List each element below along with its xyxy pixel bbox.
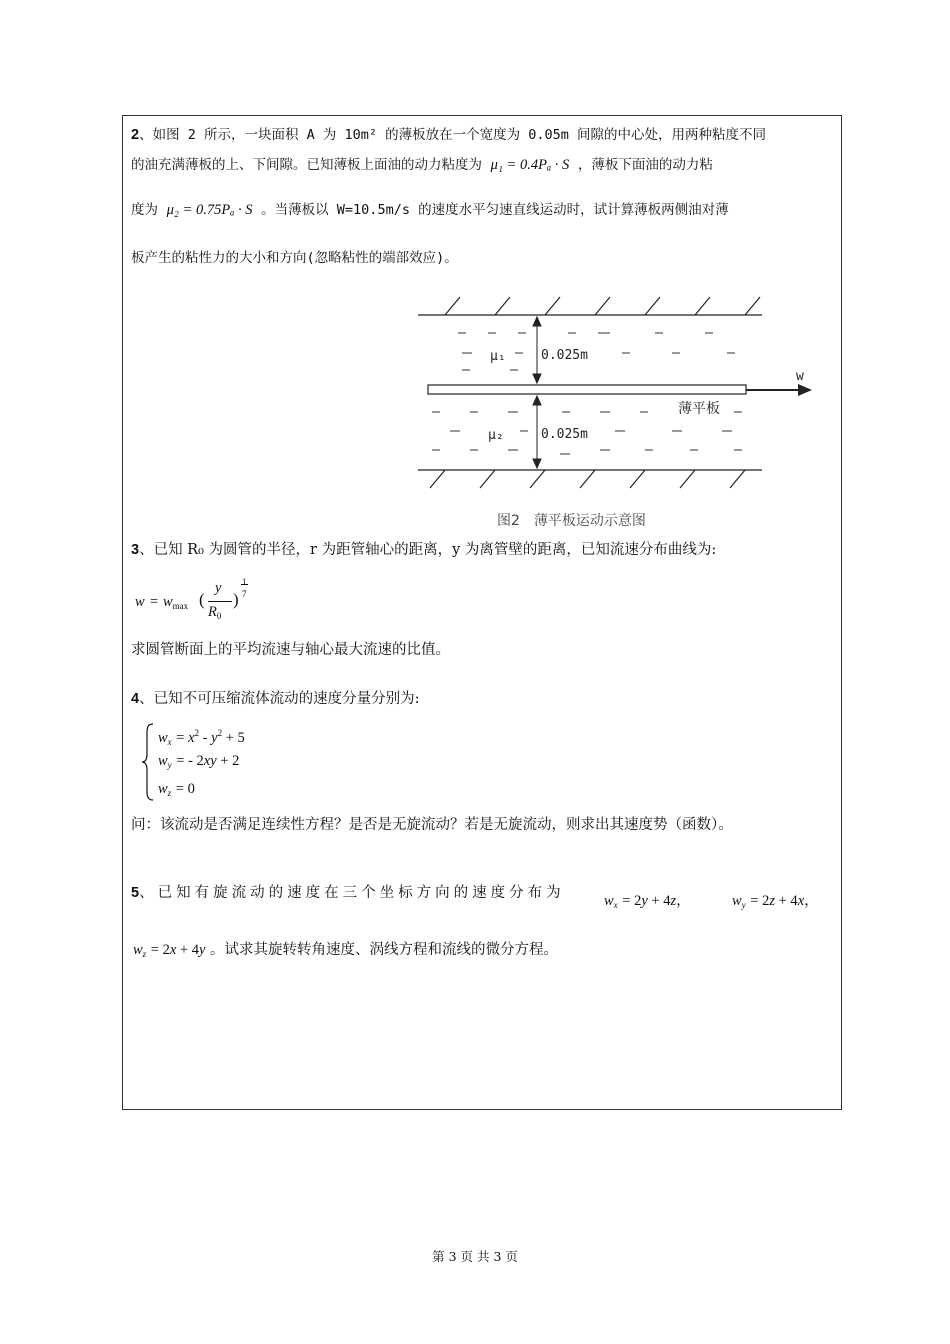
gap-top-label: 0.025m <box>541 348 588 363</box>
mu1-formula: μ₁ = 0.4Pₐ · S <box>490 157 570 173</box>
q4-number: 4 <box>131 691 140 707</box>
q5-line1: 5、已知有旋流动的速度在三个坐标方向的速度分布为 <box>131 885 565 901</box>
w-label: w <box>796 369 804 384</box>
equation-brace <box>141 722 155 802</box>
q3-line1: 3、已知 R₀ 为圆管的半径，r 为距管轴心的距离，y 为离管壁的距离，已知流速分布曲线为: <box>131 542 717 558</box>
q2-line1: 2、如图 2 所示，一块面积 A 为 10m² 的薄板放在一个宽度为 0.05m 间隙的中心处，用两种粘度不同 <box>131 127 767 143</box>
gap-bottom-label: 0.025m <box>541 427 588 442</box>
q2-number: 2 <box>131 127 140 143</box>
velocity-arrow-head <box>798 384 812 396</box>
q3-line2: 求圆管断面上的平均流速与轴心最大流速的比值。 <box>131 642 450 658</box>
page-footer: 第 3 页 共 3 页 <box>432 1249 518 1264</box>
q2-line2: 的油充满薄板的上、下间隙。已知薄板上面油的动力粘度为 μ₁ = 0.4Pₐ · S ，薄板下面油的动力粘 <box>131 157 713 173</box>
figure-caption: 图2 薄平板运动示意图 <box>497 513 646 529</box>
q4-line1: 4、已知不可压缩流体流动的速度分量分别为: <box>131 691 420 707</box>
mu1-label: μ₁ <box>490 349 506 364</box>
q4-line2: 问：该流动是否满足连续性方程？是否是无旋流动？若是无旋流动，则求出其速度势（函数）。 <box>131 817 733 833</box>
q5-wx: $w_x = 2y + 4z$， <box>604 893 691 910</box>
plate-diagram <box>400 290 820 510</box>
mu2-label: μ₂ <box>488 428 504 443</box>
q4-eq1: $w_x = x^2 - y^2 + 5$ <box>158 728 245 747</box>
thin-plate <box>428 385 746 394</box>
mu2-formula: μ₂ = 0.75Pₐ · S <box>166 202 253 218</box>
q5-number: 5 <box>131 885 140 901</box>
q4-eq3: $w_z = 0$ <box>158 781 195 798</box>
q2-line3: 度为 μ₂ = 0.75Pₐ · S 。当薄板以 W=10.5m/s 的速度水平匀速直线运动时，试计算薄板两侧油对薄 <box>131 202 729 218</box>
plate-label: 薄平板 <box>678 401 720 417</box>
q2-line4: 板产生的粘性力的大小和方向(忽略粘性的端部效应)。 <box>131 250 458 266</box>
q5-line2: $w_z = 2x + 4y$ 。试求其旋转转角速度、涡线方程和流线的微分方程。 <box>133 942 559 959</box>
q5-wy: $w_y = 2z + 4x$， <box>732 893 819 910</box>
q3-number: 3 <box>131 542 140 558</box>
q4-eq2: $w_y$ = - 2xy + 2 <box>158 753 240 770</box>
